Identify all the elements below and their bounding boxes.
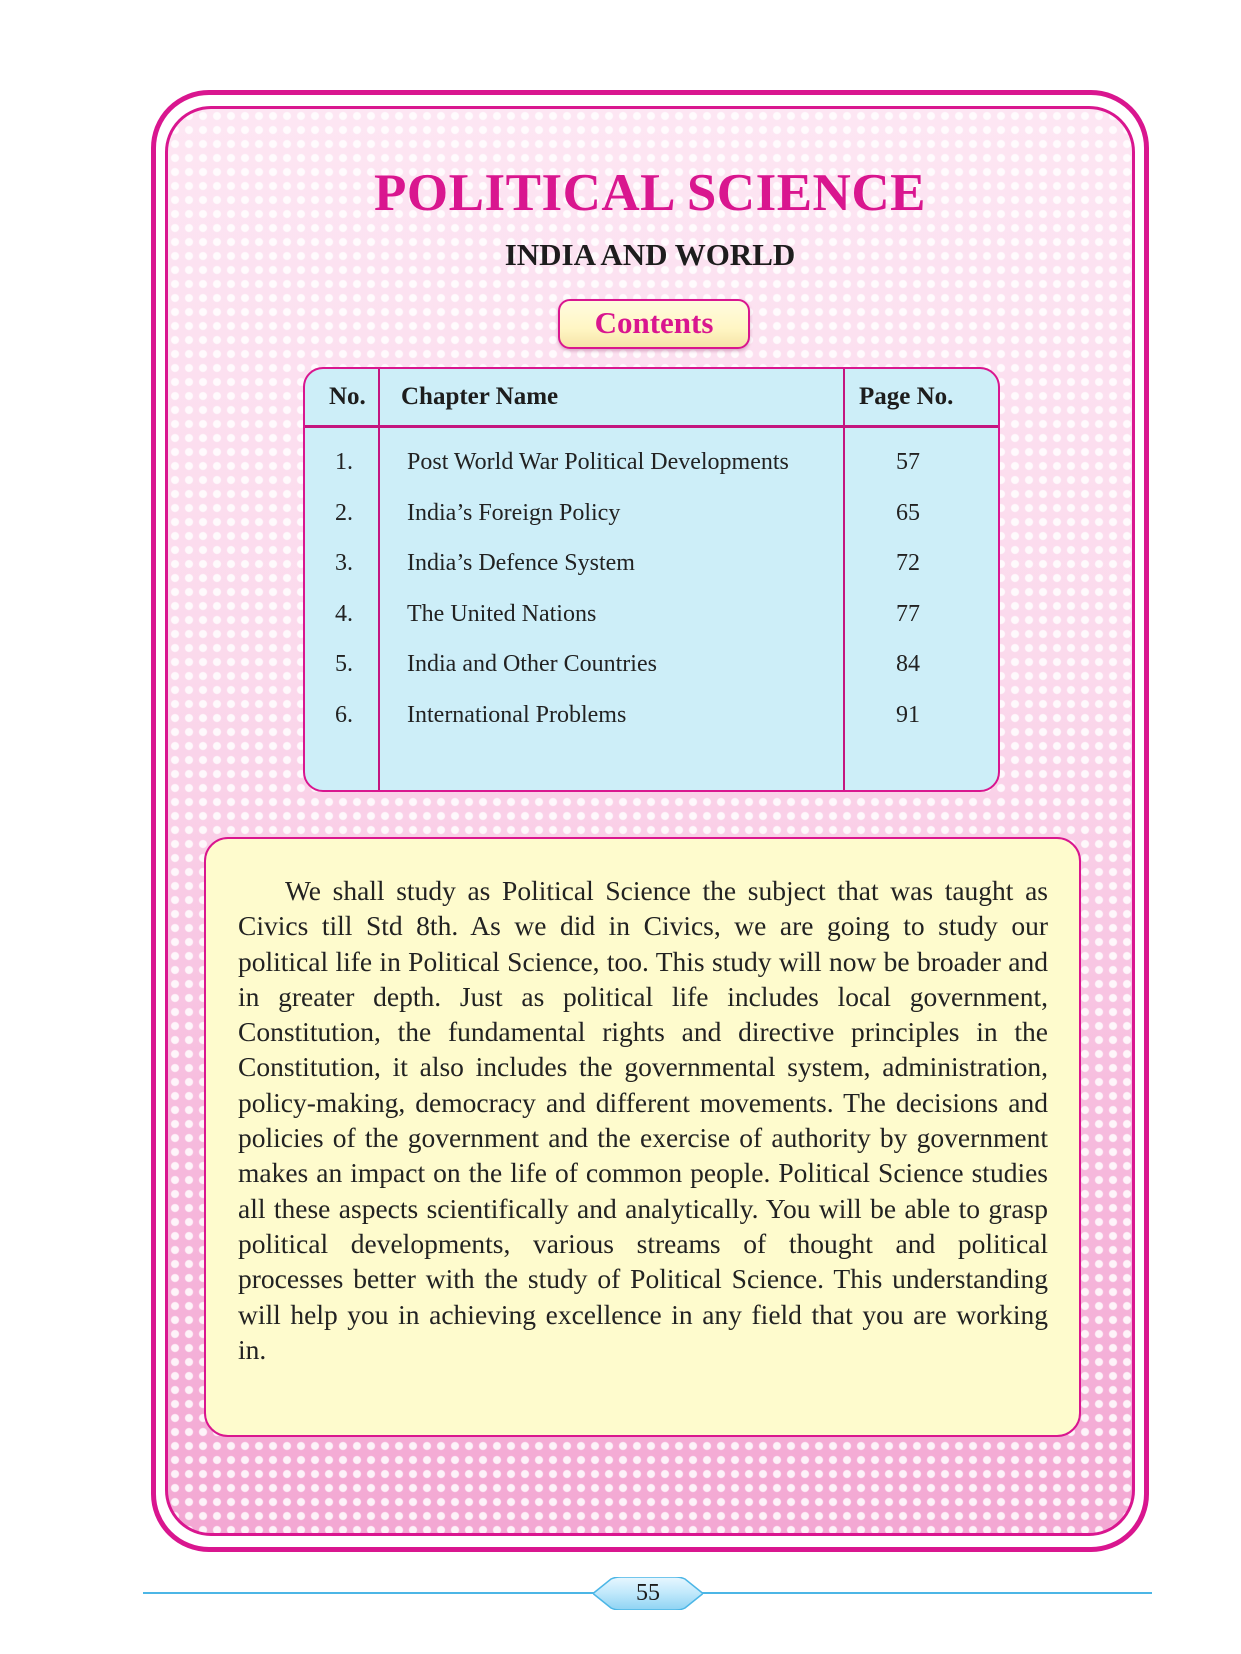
chapter-page: 84 bbox=[896, 651, 920, 677]
table-row bbox=[305, 449, 998, 479]
chapter-page: 72 bbox=[896, 550, 920, 576]
intro-paragraph: We shall study as Political Science the subject that was taught as Civics till Std 8th. As we did in Civics, we are going to study our political life in Political Science, too. This study will now be broader and in greater depth. Just as political life includes local government, Constitution, the fundamental rights and directive principles in the Constitution, it also includes the governmental system, administration, policy-making, democracy and different movements. The decisions and policies of the government and the exercise of authority by government makes an impact on the life of common people. Political Science studies all these aspects scientifically and analytically. You will be able to grasp political developments, various streams of thought and political processes better with the study of Political Science. This understanding will help you in achieving excellence in any field that you are working in. bbox=[238, 875, 1048, 1365]
header-number: No. bbox=[329, 383, 366, 410]
header-chapter-name: Chapter Name bbox=[401, 383, 559, 410]
page-title: POLITICAL SCIENCE bbox=[374, 164, 926, 222]
table-of-contents bbox=[303, 367, 1000, 792]
table-row bbox=[305, 500, 998, 530]
chapter-number: 2. bbox=[335, 500, 353, 526]
content-panel bbox=[165, 106, 1135, 1536]
chapter-number: 1. bbox=[335, 449, 353, 475]
chapter-number: 3. bbox=[335, 550, 353, 576]
chapter-name: India’s Defence System bbox=[407, 550, 635, 576]
chapter-name: Post World War Political Developments bbox=[407, 449, 789, 475]
header-page-number: Page No. bbox=[859, 383, 954, 410]
chapter-number: 6. bbox=[335, 702, 353, 728]
chapter-name: India and Other Countries bbox=[407, 651, 657, 677]
page-number: 55 bbox=[636, 1580, 660, 1606]
chapter-page: 65 bbox=[896, 500, 920, 526]
chapter-page: 91 bbox=[896, 702, 920, 728]
chapter-name: India’s Foreign Policy bbox=[407, 500, 621, 526]
chapter-page: 57 bbox=[896, 449, 920, 475]
header-divider bbox=[305, 425, 998, 428]
contents-badge: Contents bbox=[558, 299, 750, 349]
table-row bbox=[305, 651, 998, 681]
chapter-name: International Problems bbox=[407, 702, 627, 728]
table-row bbox=[305, 550, 998, 580]
table-row bbox=[305, 702, 998, 732]
table-row bbox=[305, 601, 998, 631]
chapter-page: 77 bbox=[896, 601, 920, 627]
chapter-name: The United Nations bbox=[407, 601, 597, 627]
intro-box bbox=[204, 837, 1081, 1437]
chapter-number: 5. bbox=[335, 651, 353, 677]
page-subtitle: INDIA AND WORLD bbox=[504, 237, 796, 272]
chapter-number: 4. bbox=[335, 601, 353, 627]
